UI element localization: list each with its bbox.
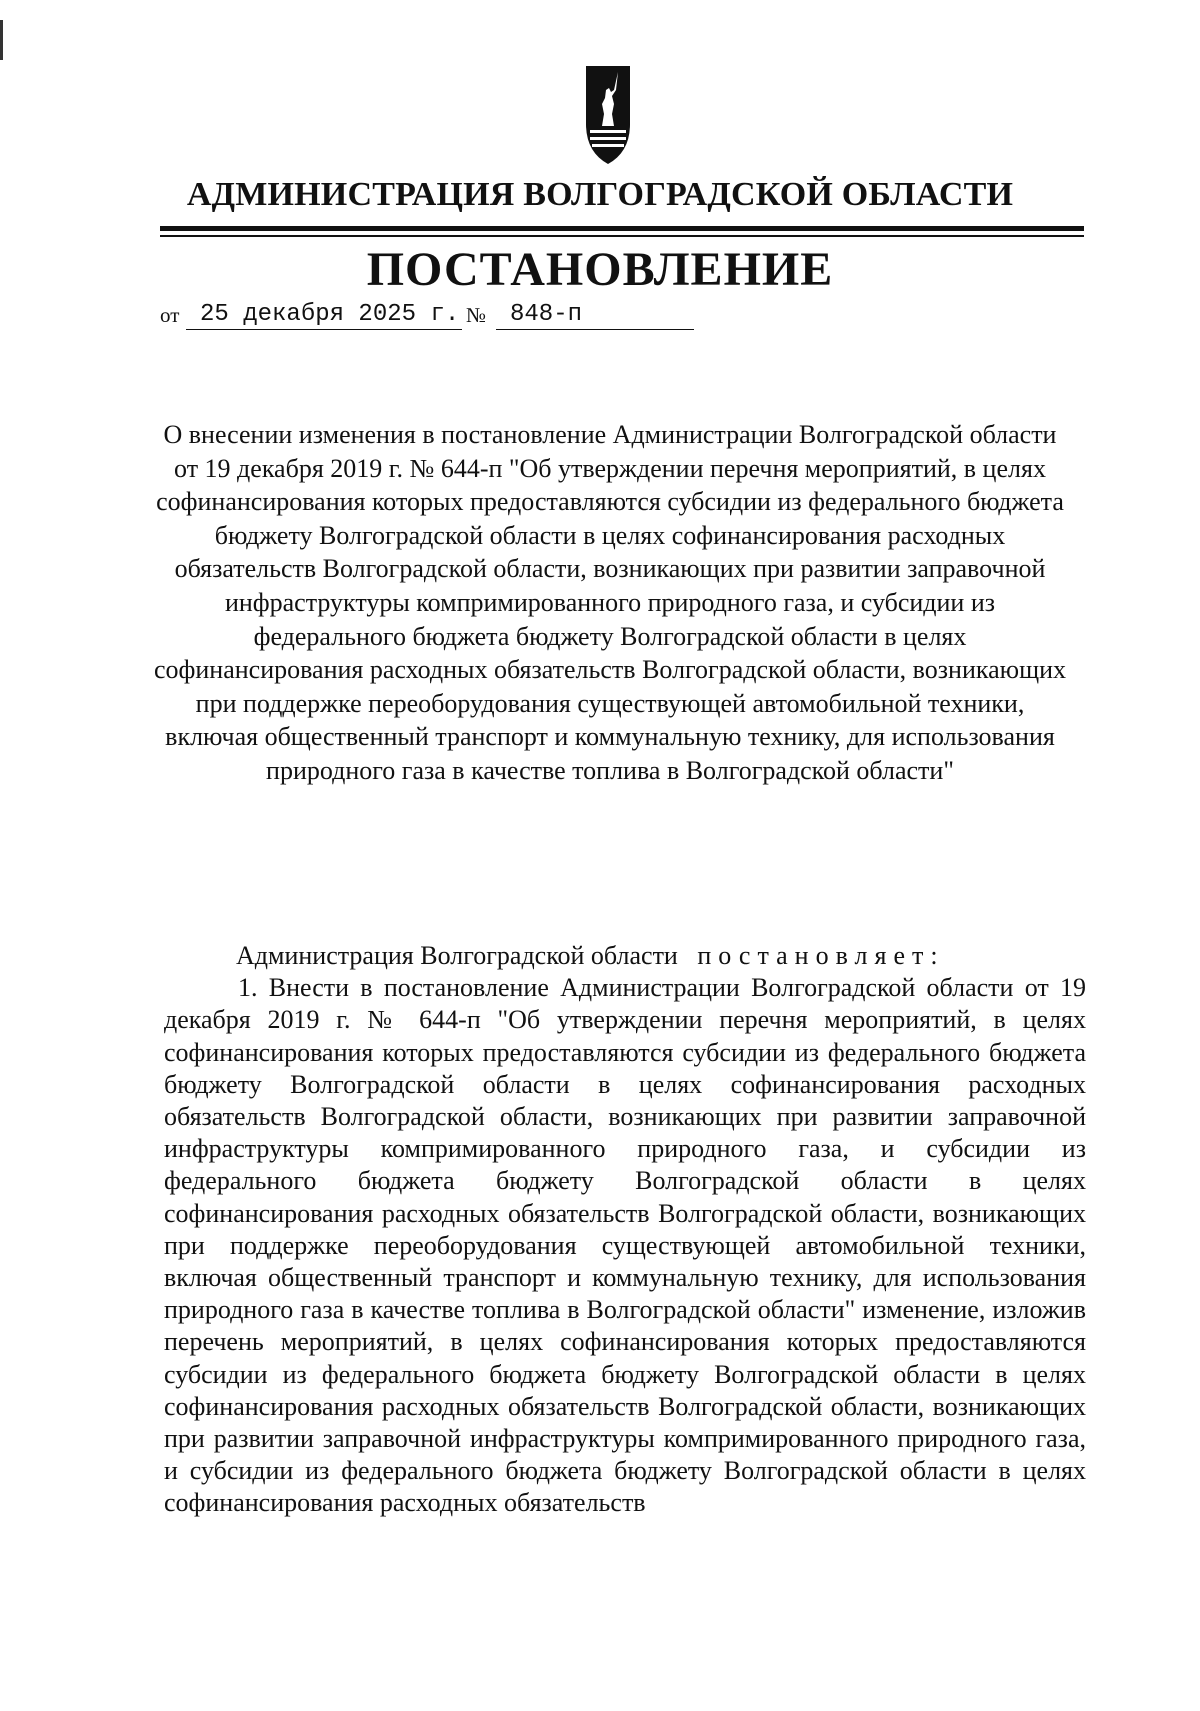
date-number-line	[160, 300, 860, 334]
intro-actor: Администрация Волгоградской области	[236, 941, 678, 970]
date-label: от	[160, 303, 180, 327]
volgograd-coat-of-arms-icon	[584, 64, 632, 166]
resolution-item-1: 1. Внести в постановление Администрации Волгоградской области от 19 декабря 2019 г. № 644-п "Об утверждении перечня мероприятий, в целях софинансирования которых предоставляются субсидии из федерального бюджета бюджету Волгоградской области в целях софинансирования расходных обязательств Волгоградской области, возникающих при развитии заправочной инфраструктуры компримированного природного газа, и субсидии из федерального бюджета бюджету Волгоградской области в целях софинансирования расходных обязательств Волгоградской области, возникающих при поддержке переоборудования существующей автомобильной техники, включая общественный транспорт и коммунальную технику, для использования природного газа в качестве топлива в Волгоградской области" изменение, изложив перечень мероприятий, в целях софинансирования которых предоставляются субсидии из федерального бюджета бюджету Волгоградской области в целях софинансирования расходных обязательств Волгоградской области, возникающих при развитии заправочной инфраструктуры компримированного природного газа, и субсидии из федерального бюджета бюджету Волгоградской области в целях софинансирования расходных обязательств	[164, 973, 1086, 1518]
document-subject: О внесении изменения в постановление Администрации Волгоградской области от 19 декабря 2019 г. № 644-п "Об утверждении перечня мероприятий, в целях софинансирования которых предоставляются субсидии из федерального бюджета бюджету Волгоградской области в целях софинансирования расходных обязательств Волгоградской области, возникающих при развитии заправочной инфраструктуры компримированного природного газа, и субсидии из федерального бюджета бюджету Волгоградской области в целях софинансирования расходных обязательств Волгоградской области, возникающих при поддержке переоборудования существующей автомобильной техники, включая общественный транспорт и коммунальную технику, для использования природного газа в качестве топлива в Волгоградской области"	[153, 420, 1067, 785]
scan-edge-mark	[0, 20, 3, 60]
resolution-intro	[164, 940, 1086, 972]
document-type: ПОСТАНОВЛЕНИЕ	[366, 243, 834, 296]
organization-name: АДМИНИСТРАЦИЯ ВОЛГОГРАДСКОЙ ОБЛАСТИ	[186, 176, 1014, 213]
header-rule-thick	[160, 226, 1084, 231]
number-value: 848-п	[496, 301, 694, 330]
coat-of-arms-icon	[584, 64, 632, 166]
intro-verb: постановляет:	[697, 941, 945, 970]
number-label: №	[466, 303, 487, 327]
header-rule-thin	[160, 235, 1084, 237]
document-body	[164, 940, 1086, 1520]
date-value: 25 декабря 2025 г.	[186, 301, 462, 330]
